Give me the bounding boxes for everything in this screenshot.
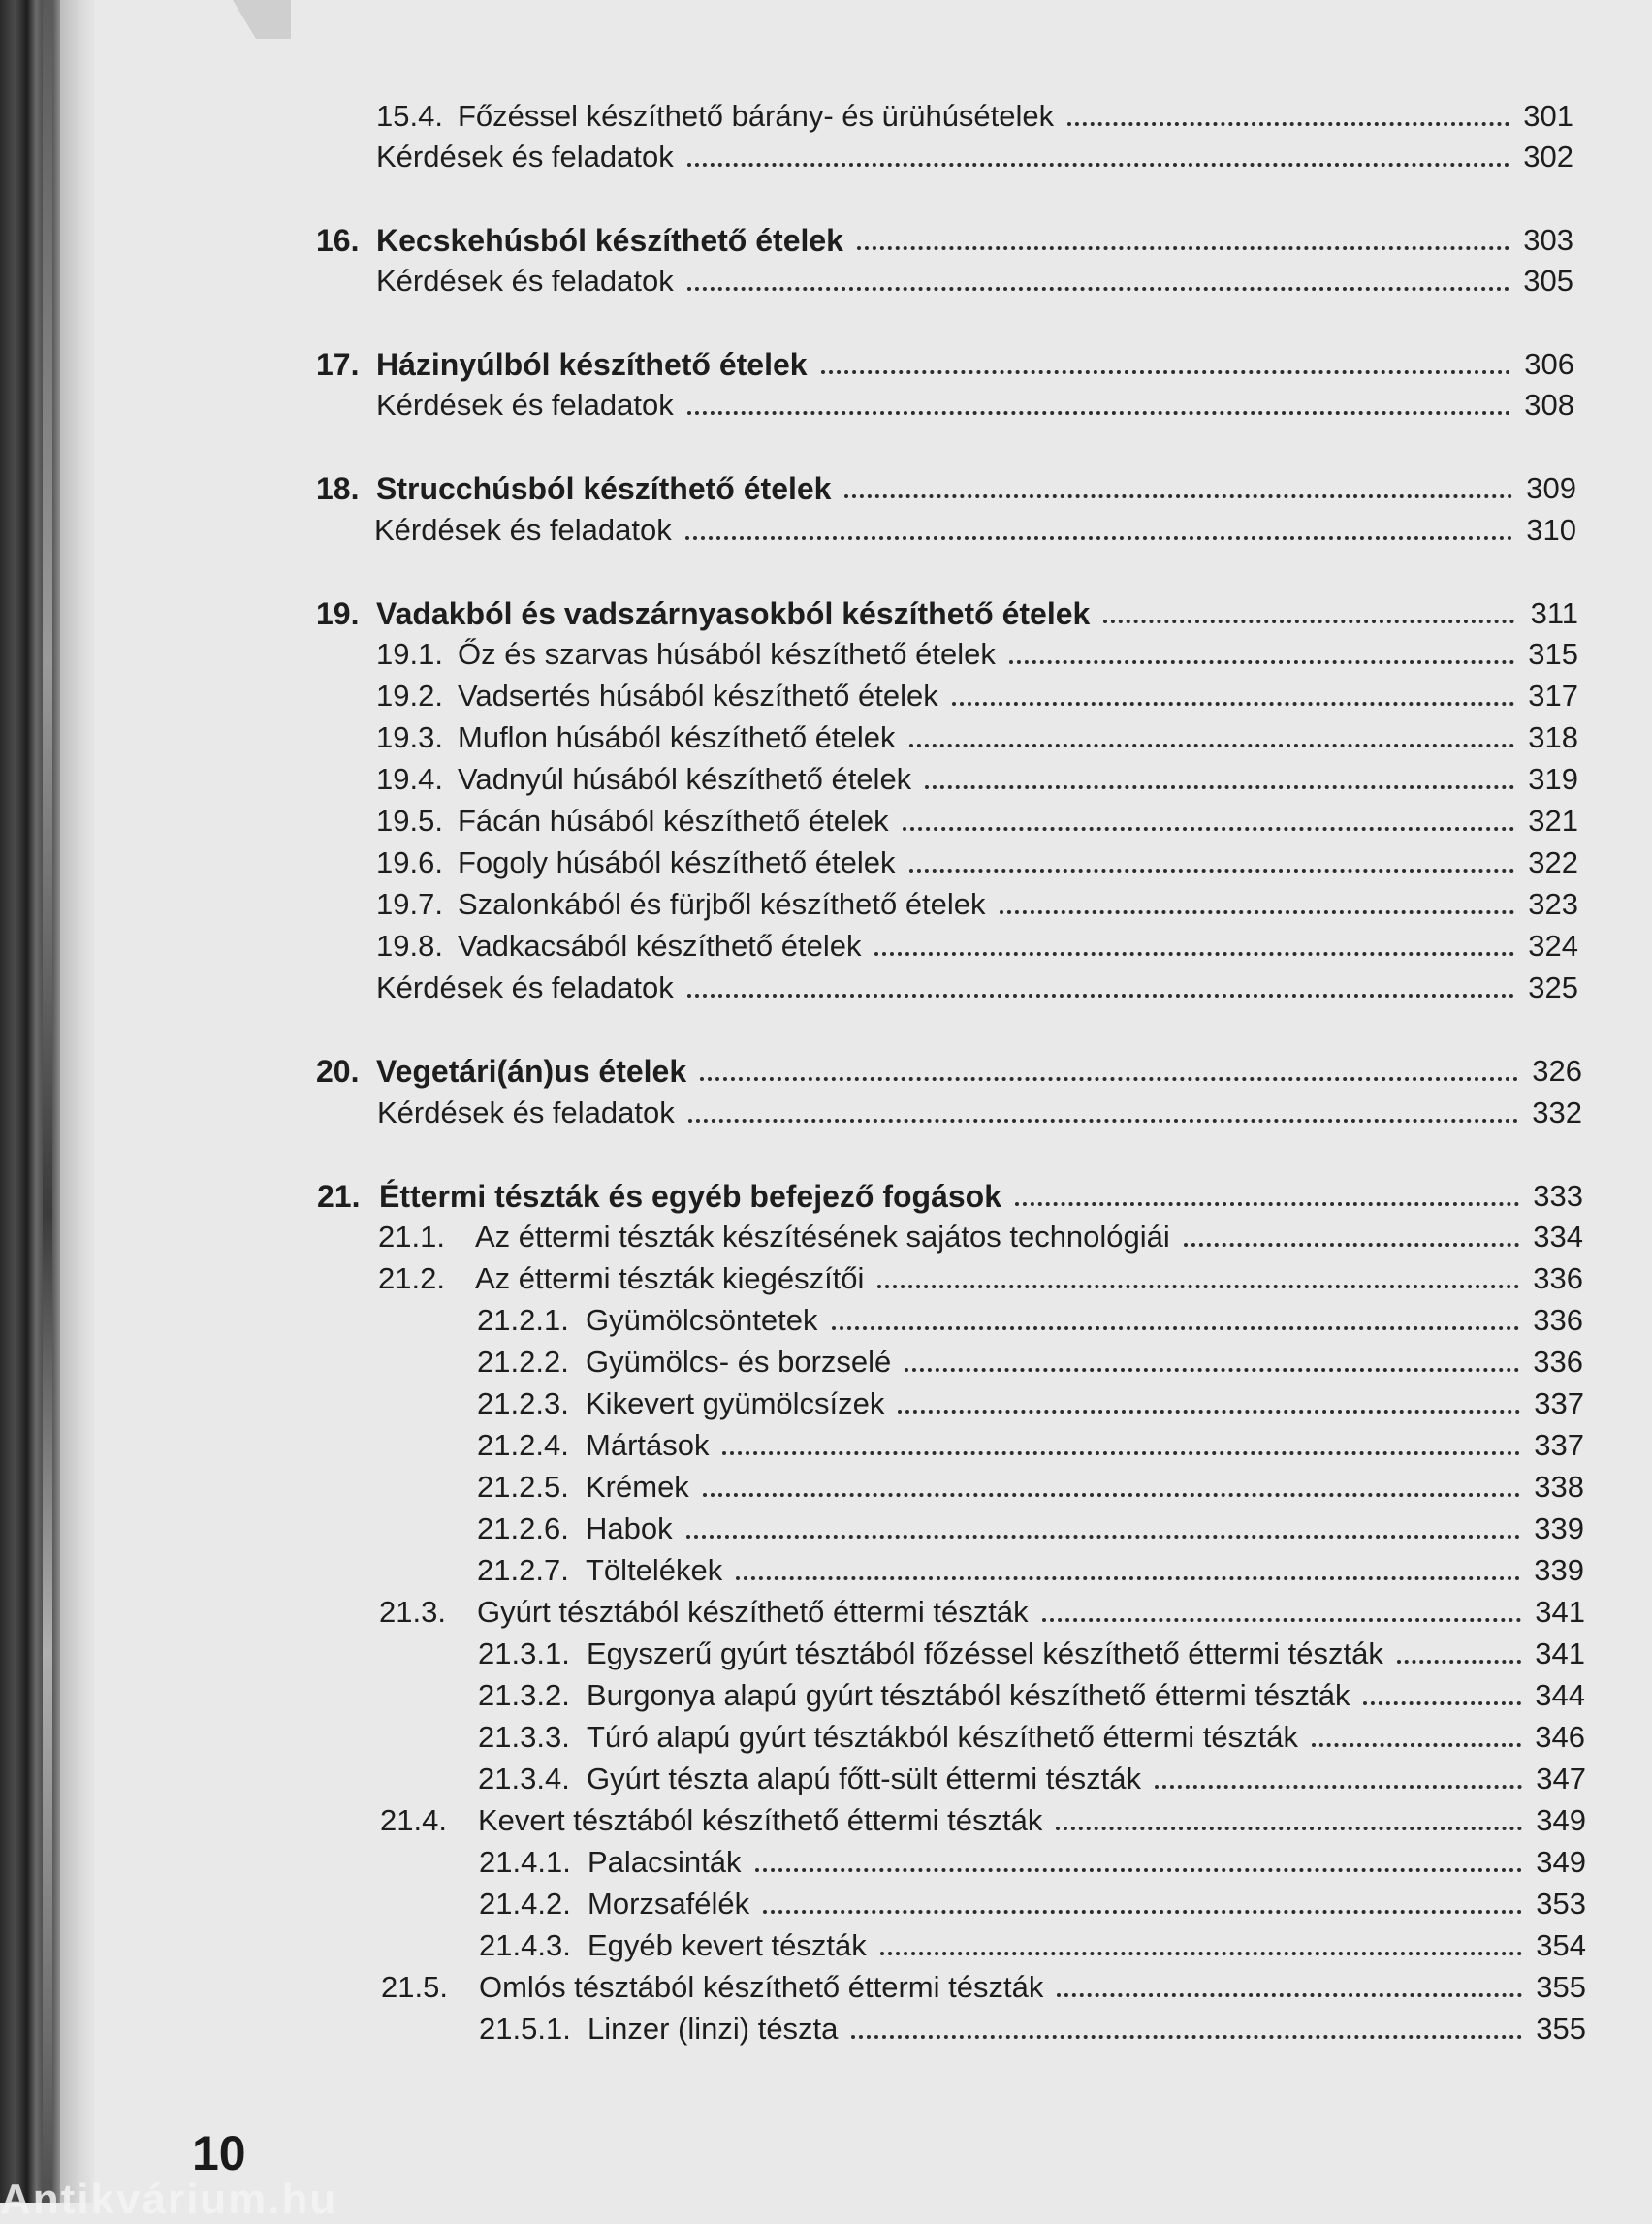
leader-dots <box>687 411 1510 415</box>
leader-dots <box>755 1868 1522 1872</box>
toc-entry-title: Gyümölcsöntetek <box>586 1303 818 1337</box>
toc-entry <box>380 1799 1586 1838</box>
toc-entry-page: 341 <box>1535 1595 1585 1629</box>
toc-entry-page: 326 <box>1532 1054 1582 1088</box>
leader-dots <box>1312 1743 1521 1747</box>
toc-entry <box>477 1466 1584 1505</box>
toc-entry-page: 306 <box>1524 347 1574 381</box>
toc-entry-number: 19.4. <box>376 762 443 796</box>
toc-entry-page: 349 <box>1536 1803 1586 1837</box>
toc-entry-number: 17. <box>316 347 360 382</box>
toc-entry-title: Fácán húsából készíthető ételek <box>458 804 889 838</box>
toc-entry <box>376 95 1573 134</box>
toc-entry-title: Túró alapú gyúrt tésztákból készíthető éttermi tészták <box>587 1720 1299 1754</box>
toc-entry-page: 355 <box>1536 2012 1586 2046</box>
toc-entry-title: Az éttermi tészták kiegészítői <box>475 1261 865 1295</box>
toc-entry-title: Kérdések és feladatok <box>376 970 674 1004</box>
leader-dots <box>1057 1993 1522 1997</box>
toc-entry-title: Az éttermi tészták készítésének sajátos technológiái <box>475 1220 1170 1254</box>
toc-chapter <box>316 1050 1582 1089</box>
toc-entry <box>376 758 1578 797</box>
toc-entry-title: Mártások <box>586 1428 710 1462</box>
toc-entry-number: 21.5. <box>381 1970 448 2004</box>
leader-dots <box>857 246 1509 250</box>
toc-entry <box>378 1257 1583 1296</box>
leader-dots <box>687 994 1514 998</box>
toc-entry-number: 21.2.4. <box>477 1428 569 1462</box>
toc-entry-title: Kikevert gyümölcsízek <box>586 1386 885 1420</box>
toc-entry-title: Kecskehúsból készíthető ételek <box>376 223 843 258</box>
toc-entry-title: Muflon húsából készíthető ételek <box>458 720 896 754</box>
toc-entry-title: Egyéb kevert tészták <box>588 1928 867 1962</box>
toc-entry-title: Kevert tésztából készíthető éttermi tészták <box>478 1803 1043 1837</box>
toc-entry <box>376 925 1578 964</box>
toc-entry-title: Kérdések és feladatok <box>374 513 672 547</box>
toc-entry-number: 19.3. <box>376 720 443 754</box>
leader-dots <box>686 1535 1520 1539</box>
toc-entry <box>477 1549 1584 1588</box>
toc-entry-page: 309 <box>1526 471 1576 505</box>
toc-entry-page: 324 <box>1528 929 1578 963</box>
toc-chapter <box>316 467 1576 506</box>
toc-entry-title: Vadkacsából készíthető ételek <box>458 929 862 963</box>
toc-entry-title: Gyúrt tészta alapú főtt-sült éttermi tészták <box>587 1762 1142 1795</box>
toc-entry-number: 21.4.1. <box>479 1845 571 1879</box>
toc-entry-title: Töltelékek <box>586 1553 723 1587</box>
toc-entry-title: Habok <box>586 1511 673 1545</box>
leader-dots <box>877 1285 1519 1288</box>
leader-dots <box>821 370 1510 374</box>
leader-dots <box>952 702 1514 706</box>
toc-entry-number: 21.3.3. <box>478 1720 570 1754</box>
toc-entry-number: 21.4.3. <box>479 1928 571 1962</box>
toc-entry-page: 346 <box>1535 1720 1585 1754</box>
toc-entry <box>381 1966 1586 2005</box>
toc-entry-title: Burgonya alapú gyúrt tésztából készíthető éttermi tészták <box>587 1678 1350 1712</box>
leader-dots <box>909 744 1515 747</box>
toc-entry <box>377 1092 1582 1130</box>
toc-entry-page: 353 <box>1536 1887 1586 1921</box>
toc-entry-number: 15.4. <box>376 99 443 133</box>
leader-dots <box>1009 660 1514 664</box>
toc-entry-number: 21.2.1. <box>477 1303 569 1337</box>
toc-chapter <box>316 343 1574 382</box>
toc-entry-title: Omlós tésztából készíthető éttermi tészták <box>479 1970 1044 2004</box>
toc-entry-page: 336 <box>1533 1261 1583 1295</box>
toc-entry <box>478 1758 1586 1796</box>
toc-entry-page: 338 <box>1534 1470 1584 1504</box>
toc-entry-number: 21.5.1. <box>479 2012 571 2046</box>
toc-entry-number: 21.3.2. <box>478 1678 570 1712</box>
toc-entry-title: Vegetári(án)us ételek <box>376 1054 687 1089</box>
toc-entry-page: 339 <box>1534 1553 1584 1587</box>
toc-entry-title: Kérdések és feladatok <box>376 388 674 422</box>
toc-entry-title: Éttermi tészták és egyéb befejező fogások <box>379 1179 1001 1214</box>
toc-entry-number: 19.6. <box>376 845 443 879</box>
toc-chapter <box>316 219 1573 258</box>
toc-entry <box>376 260 1573 299</box>
toc-entry <box>376 842 1578 880</box>
toc-entry <box>479 1924 1586 1963</box>
toc-entry <box>477 1508 1584 1546</box>
leader-dots <box>685 536 1512 540</box>
leader-dots <box>722 1451 1520 1455</box>
toc-entry-number: 21. <box>317 1179 361 1214</box>
toc-entry-page: 323 <box>1528 887 1578 921</box>
toc-entry-number: 19.2. <box>376 679 443 713</box>
toc-entry-page: 302 <box>1523 140 1573 174</box>
toc-entry-title: Linzer (linzi) tészta <box>588 2012 839 2046</box>
leader-dots <box>874 952 1514 956</box>
toc-entry-page: 325 <box>1528 970 1578 1004</box>
toc-entry-page: 303 <box>1523 223 1573 257</box>
toc-entry <box>376 883 1578 922</box>
toc-chapter <box>317 1175 1583 1214</box>
toc-entry <box>477 1299 1583 1338</box>
toc-entry-title: Gyümölcs- és borzselé <box>586 1345 892 1379</box>
leader-dots <box>832 1326 1520 1330</box>
toc-entry-number: 19. <box>316 596 360 631</box>
toc-entry <box>477 1424 1584 1463</box>
toc-entry-page: 339 <box>1534 1511 1584 1545</box>
toc-entry-number: 21.2.2. <box>477 1345 569 1379</box>
toc-entry-number: 16. <box>316 223 360 258</box>
toc-entry-title: Egyszerű gyúrt tésztából főzéssel készíthető éttermi tészták <box>587 1636 1383 1670</box>
toc-entry-title: Strucchúsból készíthető ételek <box>376 471 832 506</box>
toc-entry <box>376 633 1578 672</box>
toc-entry-title: Kérdések és feladatok <box>376 264 674 298</box>
leader-dots <box>905 1368 1519 1372</box>
toc-entry-page: 333 <box>1533 1179 1583 1213</box>
leader-dots <box>687 287 1509 291</box>
toc-entry-page: 337 <box>1534 1386 1584 1420</box>
leader-dots <box>880 1952 1522 1955</box>
toc-entry-number: 20. <box>316 1054 360 1089</box>
toc-entry <box>376 675 1578 714</box>
leader-dots <box>909 869 1515 873</box>
toc-entry-number: 21.2.3. <box>477 1386 569 1420</box>
toc-entry-title: Szalonkából és fürjből készíthető ételek <box>458 887 986 921</box>
toc-entry <box>374 509 1576 548</box>
leader-dots <box>1056 1827 1522 1830</box>
toc-entry-number: 21.3.1. <box>478 1636 570 1670</box>
toc-entry-page: 349 <box>1536 1845 1586 1879</box>
leader-dots <box>736 1576 1520 1580</box>
leader-dots <box>687 163 1509 167</box>
leader-dots <box>700 1077 1518 1081</box>
toc-entry <box>477 1341 1583 1380</box>
toc-entry-number: 21.2.6. <box>477 1511 569 1545</box>
leader-dots <box>703 1493 1520 1497</box>
toc-entry <box>479 2008 1586 2047</box>
toc-entry-number: 19.7. <box>376 887 443 921</box>
toc-entry-title: Vadnyúl húsából készíthető ételek <box>458 762 912 796</box>
toc-entry <box>376 136 1573 175</box>
leader-dots <box>1397 1660 1521 1664</box>
toc-entry-number: 19.1. <box>376 637 443 671</box>
toc-entry-title: Őz és szarvas húsából készíthető ételek <box>458 637 996 671</box>
toc-entry-number: 21.4. <box>380 1803 447 1837</box>
toc-entry-title: Kérdések és feladatok <box>376 140 674 174</box>
toc-entry <box>478 1716 1585 1755</box>
toc-entry-title: Vadsertés húsából készíthető ételek <box>458 679 938 713</box>
toc-entry-number: 21.3.4. <box>478 1762 570 1795</box>
toc-entry <box>379 1591 1585 1630</box>
toc-entry-number: 21.1. <box>378 1220 445 1254</box>
toc-entry <box>376 384 1574 423</box>
leader-dots <box>844 494 1512 498</box>
toc-entry-title: Vadakból és vadszárnyasokból készíthető ételek <box>376 596 1091 631</box>
toc-entry <box>477 1382 1584 1421</box>
toc-entry-title: Gyúrt tésztából készíthető éttermi tészták <box>477 1595 1029 1629</box>
toc-entry-page: 318 <box>1528 720 1578 754</box>
toc-entry-number: 21.2.5. <box>477 1470 569 1504</box>
toc-entry-page: 347 <box>1536 1762 1586 1795</box>
toc-entry-title: Krémek <box>586 1470 689 1504</box>
toc-entry-page: 332 <box>1532 1096 1582 1129</box>
toc-entry-page: 354 <box>1536 1928 1586 1962</box>
toc-entry-title: Főzéssel készíthető bárány- és ürühúsételek <box>458 99 1055 133</box>
leader-dots <box>1155 1785 1522 1789</box>
toc-entry-page: 336 <box>1533 1345 1583 1379</box>
toc-chapter <box>316 592 1578 631</box>
toc-entry <box>376 967 1578 1005</box>
toc-entry-number: 21.3. <box>379 1595 446 1629</box>
toc-entry-page: 301 <box>1523 99 1573 133</box>
toc-entry-title: Palacsinták <box>588 1845 742 1879</box>
toc-entry-number: 18. <box>316 471 360 506</box>
toc-entry-page: 337 <box>1534 1428 1584 1462</box>
leader-dots <box>851 2035 1522 2039</box>
toc-entry-page: 355 <box>1536 1970 1586 2004</box>
toc-entry-page: 344 <box>1535 1678 1585 1712</box>
toc-entry-page: 311 <box>1530 596 1578 630</box>
watermark-text: Antikvárium.hu <box>0 2176 338 2223</box>
leader-dots <box>1042 1618 1521 1622</box>
toc-entry-page: 321 <box>1528 804 1578 838</box>
leader-dots <box>1000 910 1514 914</box>
toc-entry-title: Fogoly húsából készíthető ételek <box>458 845 896 879</box>
toc-entry-number: 21.2. <box>378 1261 445 1295</box>
toc-entry-number: 21.2.7. <box>477 1553 569 1587</box>
toc-entry-page: 341 <box>1535 1636 1585 1670</box>
leader-dots <box>925 785 1514 789</box>
toc-entry-page: 310 <box>1526 513 1576 547</box>
toc-entry-title: Kérdések és feladatok <box>377 1096 675 1129</box>
toc-entry-number: 19.8. <box>376 929 443 963</box>
toc-entry-page: 308 <box>1524 388 1574 422</box>
toc-entry-page: 336 <box>1533 1303 1583 1337</box>
toc-entry-title: Morzsafélék <box>588 1887 750 1921</box>
toc-entry <box>376 716 1578 755</box>
leader-dots <box>1015 1202 1519 1206</box>
toc-entry-page: 317 <box>1528 679 1578 713</box>
leader-dots <box>763 1910 1522 1914</box>
leader-dots <box>1067 122 1509 126</box>
toc-entry-page: 334 <box>1533 1220 1583 1254</box>
toc-entry-page: 319 <box>1528 762 1578 796</box>
page-number: 10 <box>192 2126 246 2180</box>
leader-dots <box>688 1119 1518 1123</box>
toc-entry <box>376 800 1578 839</box>
leader-dots <box>1103 620 1514 623</box>
toc-entry-title: Házinyúlból készíthető ételek <box>376 347 808 382</box>
toc-entry-number: 21.4.2. <box>479 1887 571 1921</box>
toc-entry <box>479 1883 1586 1922</box>
toc-entry-page: 322 <box>1528 845 1578 879</box>
leader-dots <box>903 827 1514 831</box>
leader-dots <box>1184 1243 1519 1247</box>
toc-entry <box>378 1216 1583 1255</box>
toc-entry-page: 315 <box>1528 637 1578 671</box>
toc-entry <box>478 1633 1585 1671</box>
toc-entry-number: 19.5. <box>376 804 443 838</box>
toc-entry-page: 305 <box>1523 264 1573 298</box>
toc-entry <box>478 1674 1585 1713</box>
leader-dots <box>898 1410 1520 1414</box>
leader-dots <box>1363 1701 1521 1705</box>
toc-entry <box>479 1841 1586 1880</box>
